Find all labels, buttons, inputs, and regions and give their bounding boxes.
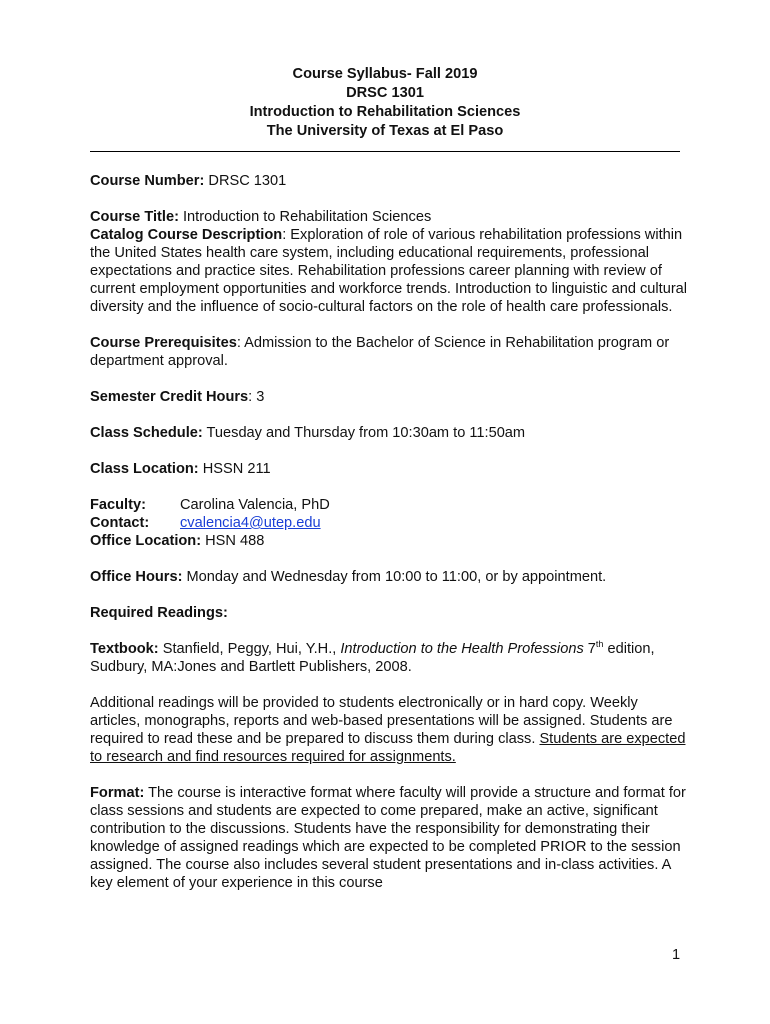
catalog-description-value: : Exploration of role of various rehabilitation professions within the United States health care system, including educational requirements, professional expectations and practice sites. Rehabilitation professions career planning with review of current employment opportunities and workforce trends. Introduction to linguistic and cultural diversity and the influence of socio-cultural factors on the role of health care professionals. xyxy=(90,227,688,315)
format-value: The course is interactive format where faculty will provide a structure and format for class sessions and students are expected to come prepared, make an active, significant contribution to the discussions. Students have the responsibility for demonstrating their knowledge of assigned readings which are expected to be completed PRIOR to the session assigned. The course also includes several student presentations and in-class activities. A key element of your experience in this course xyxy=(90,785,686,891)
faculty xyxy=(90,496,690,514)
class-location xyxy=(90,460,690,478)
format-label: Format: xyxy=(90,785,145,801)
class-schedule-label: Class Schedule: xyxy=(90,425,203,441)
textbook-authors: Stanfield, Peggy, Hui, Y.H., xyxy=(158,641,341,657)
course-name: Introduction to Rehabilitation Sciences xyxy=(249,104,521,120)
contact xyxy=(90,514,690,532)
additional-readings-underlined: Students are expected to research and find resources required for assignments. xyxy=(90,731,686,765)
textbook-edition-suffix: th xyxy=(595,639,604,650)
university-name: The University of Texas at El Paso xyxy=(266,123,504,139)
prerequisites-value: : Admission to the Bachelor of Science in Rehabilitation program or department approval. xyxy=(90,335,670,369)
office-location-label: Office Location: xyxy=(90,533,202,549)
office-location xyxy=(90,532,690,550)
additional-readings-text: Additional readings will be provided to students electronically or in hard copy. Weekly articles, monographs, reports and web-based presentations will be assigned. Students are required to read these and be prepared to discuss them during class. xyxy=(90,695,673,747)
textbook xyxy=(90,640,690,676)
course-prerequisites xyxy=(90,334,690,370)
textbook-label: Textbook: xyxy=(90,641,159,657)
required-readings-heading xyxy=(90,604,690,622)
faculty-value: Carolina Valencia, PhD xyxy=(180,497,330,513)
additional-readings xyxy=(90,694,690,766)
credit-hours xyxy=(90,388,690,406)
course-code: DRSC 1301 xyxy=(346,85,424,101)
textbook-title: Introduction to the Health Professions xyxy=(340,641,584,657)
class-schedule xyxy=(90,424,690,442)
catalog-description-label: Catalog Course Description xyxy=(90,227,283,243)
header-divider xyxy=(90,151,680,152)
textbook-edition: 7 xyxy=(583,641,596,657)
prerequisites-label: Course Prerequisites xyxy=(90,335,237,351)
office-location-value: HSN 488 xyxy=(201,533,265,549)
class-location-value: HSSN 211 xyxy=(198,461,271,477)
course-title-label: Course Title: xyxy=(90,209,179,225)
course-number xyxy=(90,172,690,190)
required-readings-label: Required Readings: xyxy=(90,605,228,621)
syllabus-body xyxy=(90,172,690,892)
course-number-value: DRSC 1301 xyxy=(204,173,287,189)
page-number: 1 xyxy=(672,947,681,963)
office-hours-label: Office Hours: xyxy=(90,569,183,585)
credit-hours-label: Semester Credit Hours xyxy=(90,389,249,405)
syllabus-title: Course Syllabus- Fall 2019 xyxy=(292,66,478,82)
contact-label: Contact: xyxy=(90,515,150,531)
contact-email-link[interactable]: cvalencia4@utep.edu xyxy=(180,515,321,531)
faculty-label: Faculty: xyxy=(90,497,146,513)
class-location-label: Class Location: xyxy=(90,461,199,477)
course-format xyxy=(90,784,690,892)
course-title xyxy=(90,208,690,226)
course-title-value: Introduction to Rehabilitation Sciences xyxy=(178,209,432,225)
course-number-label: Course Number: xyxy=(90,173,205,189)
credit-hours-value: : 3 xyxy=(248,389,265,405)
textbook-publisher: edition, Sudbury, MA:Jones and Bartlett Publishers, 2008. xyxy=(90,641,655,675)
document-header xyxy=(90,65,680,141)
catalog-description xyxy=(90,226,690,316)
class-schedule-value: Tuesday and Thursday from 10:30am to 11:50am xyxy=(202,425,526,441)
office-hours-value: Monday and Wednesday from 10:00 to 11:00, or by appointment. xyxy=(182,569,607,585)
office-hours xyxy=(90,568,690,586)
